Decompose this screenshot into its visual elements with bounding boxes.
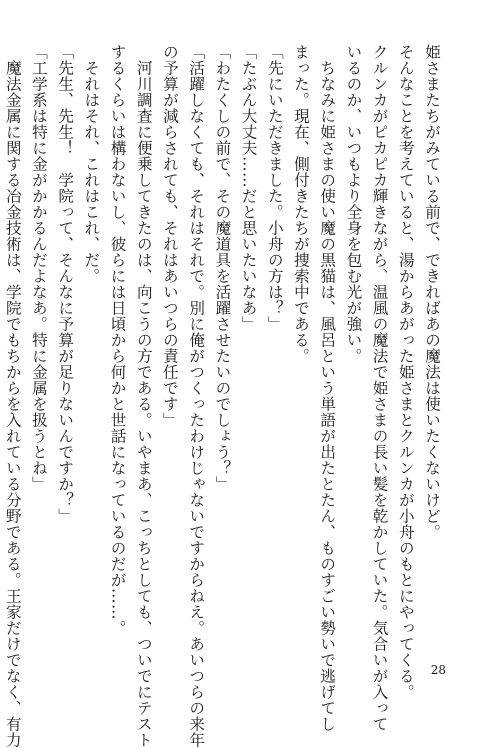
text-line: 「わたくしの前で、その魔道具を活躍させたいのでしょう？」 bbox=[213, 44, 232, 492]
text-line: 「たぶん大丈夫……だと思いたいなあ」 bbox=[239, 44, 258, 332]
text-line: 姫さまたちがみている前で、できればあの魔法は使いたくないけど。 bbox=[423, 44, 441, 540]
page-number: 28 bbox=[430, 663, 446, 677]
text-line: それはそれ、これはこれ、だ。 bbox=[82, 44, 101, 284]
text-line: 魔法金属に関する冶金技術は、学院でもちからを入れている分野である。王家だけでなく、有力 bbox=[3, 44, 22, 748]
text-line: 河川調査に便乗してきたのは、向こうの方である。いやまあ、こっちとしても、ついでにテスト bbox=[134, 44, 153, 748]
text-line: いるのか、いつもより全身を包む光が強い。 bbox=[344, 44, 363, 364]
text-line: 「活躍しなくても、それはそれで。別に俺がつくったわけじゃないですからねえ。あいつらの来年 bbox=[187, 44, 206, 748]
text-line: クルンカがピカピカ輝きながら、温風の魔法で姫さまの長い髪を乾かしていた。気合いが入って bbox=[370, 44, 389, 732]
text-line: まった。現在、側付きたちが捜索中である。 bbox=[291, 44, 310, 364]
text-line: の予算が減らされても、それはあいつらの責任です」 bbox=[160, 44, 179, 428]
text-line: ちなみに姫さまの使い魔の黒猫は、風呂という単語が出たとたん、ものすごい勢いで逃げてし bbox=[318, 44, 337, 732]
text-line: 「工学系は特に金がかかるんだよなあ。特に金属を扱うとね」 bbox=[29, 44, 48, 492]
text-line: するくらいは構わないし、彼らには日頃から何かと世話になっているのだが……。 bbox=[108, 44, 127, 636]
text-line: 「先にいただきました。小舟の方は？」 bbox=[265, 44, 284, 332]
text-line: 「先生、先生！ 学院って、そんなに予算が足りないんですか？」 bbox=[56, 44, 75, 524]
text-line: そんなことを考えていると、湯からあがった姫さまとクルンカが小舟のもとにやってくる。 bbox=[396, 44, 415, 700]
